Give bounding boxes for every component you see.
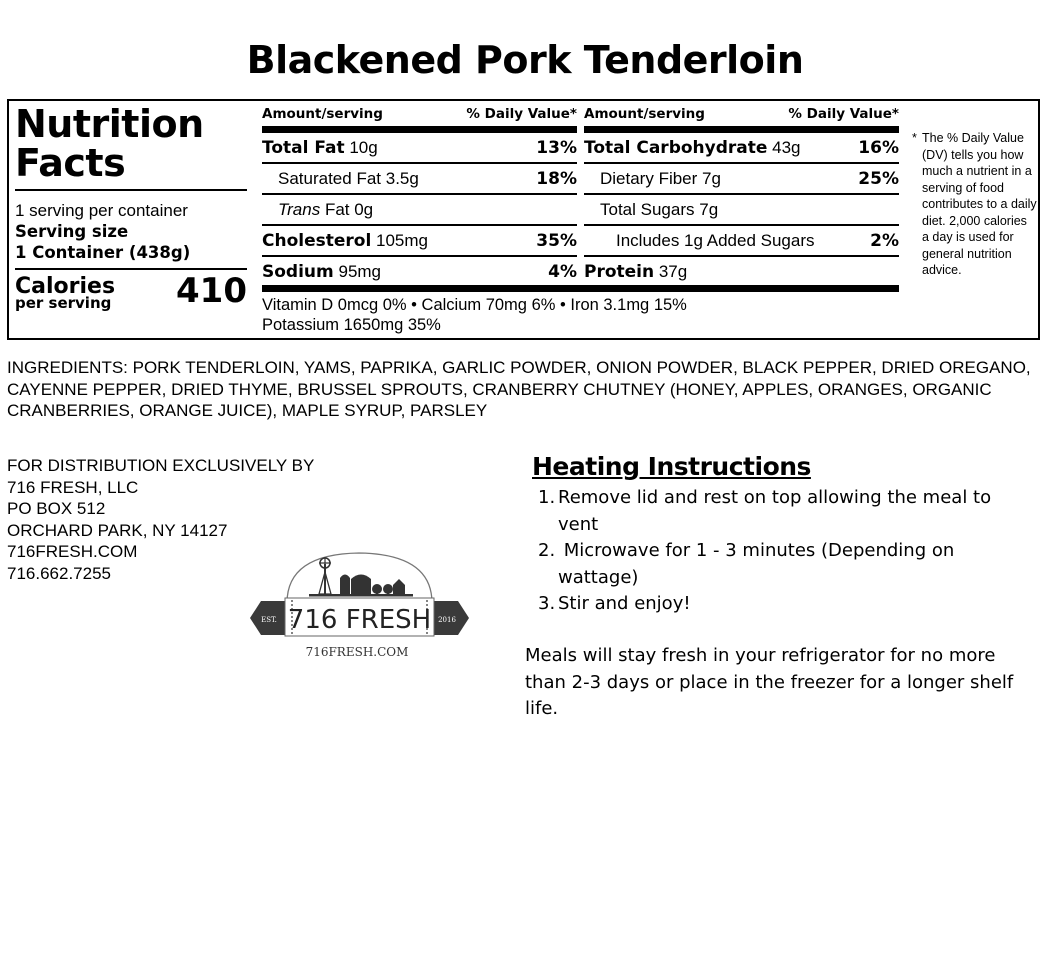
nutrient-amount: 95mg: [338, 262, 382, 281]
calories-row: [15, 270, 247, 314]
step-text: Stir and enjoy!: [558, 593, 691, 614]
amount-header: Amount/serving: [262, 106, 383, 122]
nutrient-column-right: [584, 106, 899, 286]
serving-size-label: Serving size: [15, 222, 129, 241]
website: 716FRESH.COM: [7, 542, 138, 561]
nutrient-name: Total Sugars: [600, 200, 695, 219]
nutrient-name: Saturated Fat: [278, 169, 382, 188]
ingredients-list: INGREDIENTS: PORK TENDERLOIN, YAMS, PAPRIKA, GARLIC POWDER, ONION POWDER, BLACK PEPPER, DRIED OREGANO, CAYENNE PEPPER, DRIED THYME, BRUSSEL SPROUTS, CRANBERRY CHUTNEY (HONEY, APPLES, ORANGES, ORGANIC CRANBERRIES, ORANGE JUICE), MAPLE SYRUP, PARSLEY: [7, 358, 1031, 420]
product-title: Blackened Pork Tenderloin: [246, 38, 804, 82]
footnote-text: The % Daily Value (DV) tells you how much a nutrient in a serving of food contributes to a daily diet. 2,000 calories a day is used for general nutrition advice.: [922, 131, 1037, 277]
logo-brand: 716 FRESH: [287, 605, 432, 635]
logo-est: EST.: [261, 616, 277, 624]
column-header: [584, 106, 899, 133]
nutrient-name: Trans: [278, 200, 321, 219]
calories-value: 410: [176, 271, 247, 311]
nutrient-name: Total Carbohydrate: [584, 138, 768, 158]
nutrient-row-sodium: [262, 257, 577, 286]
nutrient-row-cholesterol: [262, 226, 577, 257]
nutrient-row-saturated-fat: [262, 164, 577, 195]
calories-sublabel: per serving: [15, 294, 112, 312]
step-text: Microwave for 1 - 3 minutes (Depending on wattage): [558, 540, 961, 588]
nutrient-name: Dietary Fiber: [600, 169, 698, 188]
nutrient-name: Total Fat: [262, 138, 345, 158]
daily-value-footnote: [912, 130, 1037, 279]
nutrition-heading-line1: Nutrition: [15, 102, 204, 146]
nutrient-row-trans-fat: [262, 195, 577, 226]
nutrient-row-total-carbohydrate: [584, 133, 899, 164]
nutrient-name: Cholesterol: [262, 231, 372, 251]
nutrient-name: Sodium: [262, 262, 334, 282]
nutrient-dv: 13%: [536, 138, 577, 158]
po-box: PO BOX 512: [7, 499, 106, 518]
nutrient-dv: 2%: [870, 231, 899, 251]
step-text: Remove lid and rest on top allowing the meal to vent: [558, 487, 992, 535]
nutrient-amount: Fat 0g: [324, 200, 374, 219]
dv-header: % Daily Value*: [466, 106, 577, 122]
nutrient-name: Protein: [584, 262, 655, 282]
nutrient-amount: 37g: [658, 262, 688, 281]
716-fresh-logo: [247, 548, 472, 663]
heating-title: Heating Instructions: [532, 452, 811, 481]
calories-label: Calories: [15, 274, 116, 299]
serving-size-value: 1 Container (438g): [15, 243, 191, 262]
storage-note: Meals will stay fresh in your refrigerator for no more than 2-3 days or place in the freezer for a longer shelf life.: [525, 645, 1014, 719]
nutrition-facts-panel: [7, 99, 1040, 340]
city-state-zip: ORCHARD PARK, NY 14127: [7, 520, 228, 540]
nutrient-amount: 7g: [699, 200, 719, 219]
nutrient-amount: 43g: [772, 138, 801, 157]
nutrient-amount: 7g: [702, 169, 721, 188]
phone: 716.662.7255: [7, 563, 111, 583]
nutrient-dv: 16%: [858, 138, 899, 158]
vitamins-line1: Vitamin D 0mcg 0% • Calcium 70mg 6% • Iron 3.1mg 15%: [262, 296, 687, 314]
column-header: [262, 106, 577, 133]
nutrient-dv: 25%: [858, 169, 899, 189]
nutrient-row-dietary-fiber: [584, 164, 899, 195]
nutrient-row-total-fat: [262, 133, 577, 164]
distribution-line: FOR DISTRIBUTION EXCLUSIVELY BY: [7, 456, 315, 475]
heating-step: [532, 538, 1012, 591]
step-number: 1.: [538, 487, 556, 508]
heating-step: [532, 485, 1012, 538]
nutrient-dv: 35%: [536, 231, 577, 251]
nutrient-name: Includes 1g Added Sugars: [616, 231, 815, 250]
step-number: 2.: [538, 540, 556, 561]
step-number: 3.: [538, 593, 556, 614]
nutrition-heading-line2: Facts: [15, 141, 126, 185]
company-name: 716 FRESH, LLC: [7, 477, 139, 497]
nutrient-dv: 4%: [548, 262, 577, 282]
amount-header: Amount/serving: [584, 106, 705, 122]
nutrient-dv: 18%: [536, 169, 577, 189]
logo-url: 716FRESH.COM: [305, 645, 409, 659]
vitamins-line2: Potassium 1650mg 35%: [262, 316, 441, 334]
nutrient-row-protein: [584, 257, 899, 286]
vitamins-minerals: [262, 295, 687, 335]
divider: [15, 189, 247, 191]
nutrient-amount: 10g: [349, 138, 378, 157]
dv-header: % Daily Value*: [788, 106, 899, 122]
servings-per-container: 1 serving per container: [15, 201, 188, 220]
nutrient-row-total-sugars: [584, 195, 899, 226]
nutrient-amount: 105mg: [376, 231, 428, 250]
heating-step: [532, 591, 1012, 618]
logo-year: 2016: [438, 616, 456, 624]
nutrient-amount: 3.5g: [385, 169, 419, 188]
heating-instructions: [532, 449, 1012, 618]
footnote-asterisk: *: [912, 131, 917, 145]
nutrient-column-left: [262, 106, 577, 286]
divider: [262, 285, 899, 292]
nutrient-row-added-sugars: [584, 226, 899, 257]
nutrition-summary: [15, 102, 247, 314]
heating-steps: [532, 485, 1012, 618]
